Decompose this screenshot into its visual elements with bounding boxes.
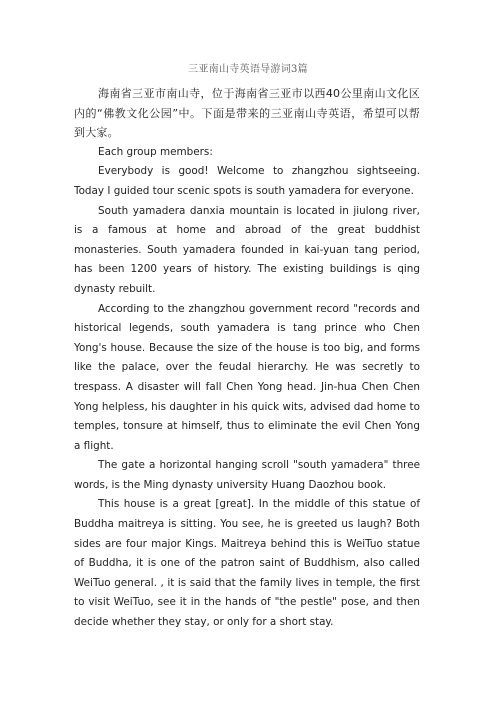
intro-paragraph: 海南省三亚市南山寺，位于海南省三亚市以西40公里南山文化区内的“佛教文化公园”中。下面是带来的三亚南山寺英语，希望可以帮到大家。 [74, 87, 420, 140]
paragraph-gate: The gate a horizontal hanging scroll "south yamadera" three words, is the Ming dynasty university Huang Daozhou book. [74, 459, 420, 491]
paragraph-greeting: Each group members: [98, 145, 213, 158]
paragraph-location: South yamadera danxia mountain is located in jiulong river, is a famous at home and abroad of the great buddhist monasteries. South yamadera founded in kai-yuan tang period, has been 1200 years of history. The existing buildings is qing dynasty rebuilt. [74, 204, 420, 295]
document-body [74, 84, 420, 633]
paragraph-welcome: Everybody is good! Welcome to zhangzhou sightseeing. Today I guided tour scenic spots is south yamadera for everyone. [74, 165, 420, 197]
document-title: 三亚南山寺英语导游词3篇 [188, 64, 308, 75]
paragraph-hall: This house is a great [great]. In the middle of this statue of Buddha maitreya is sitting. You see, he is greeted us laugh? Both sides are four major Kings. Maitreya behind this is WeiTuo statue of Buddha, it is one of the patron saint of Buddhism, also called WeiTuo general. , it is said that the family lives in temple, the first to visit WeiTuo, see it in the hands of "the pestle" pose, and then decide whether they stay, or only for a short stay. [74, 498, 420, 629]
paragraph-history: According to the zhangzhou government record "records and historical legends, south yamadera is tang prince who Chen Yong's house. Because the size of the house is too big, and forms like the palace, over the feudal hierarchy. He was secretly to trespass. A disaster will fall Chen Yong head. Jin-hua Chen Chen Yong helpless, his daughter in his quick wits, advised dad home to temples, tonsure at himself, thus to eliminate the evil Chen Yong a flight. [74, 302, 420, 452]
